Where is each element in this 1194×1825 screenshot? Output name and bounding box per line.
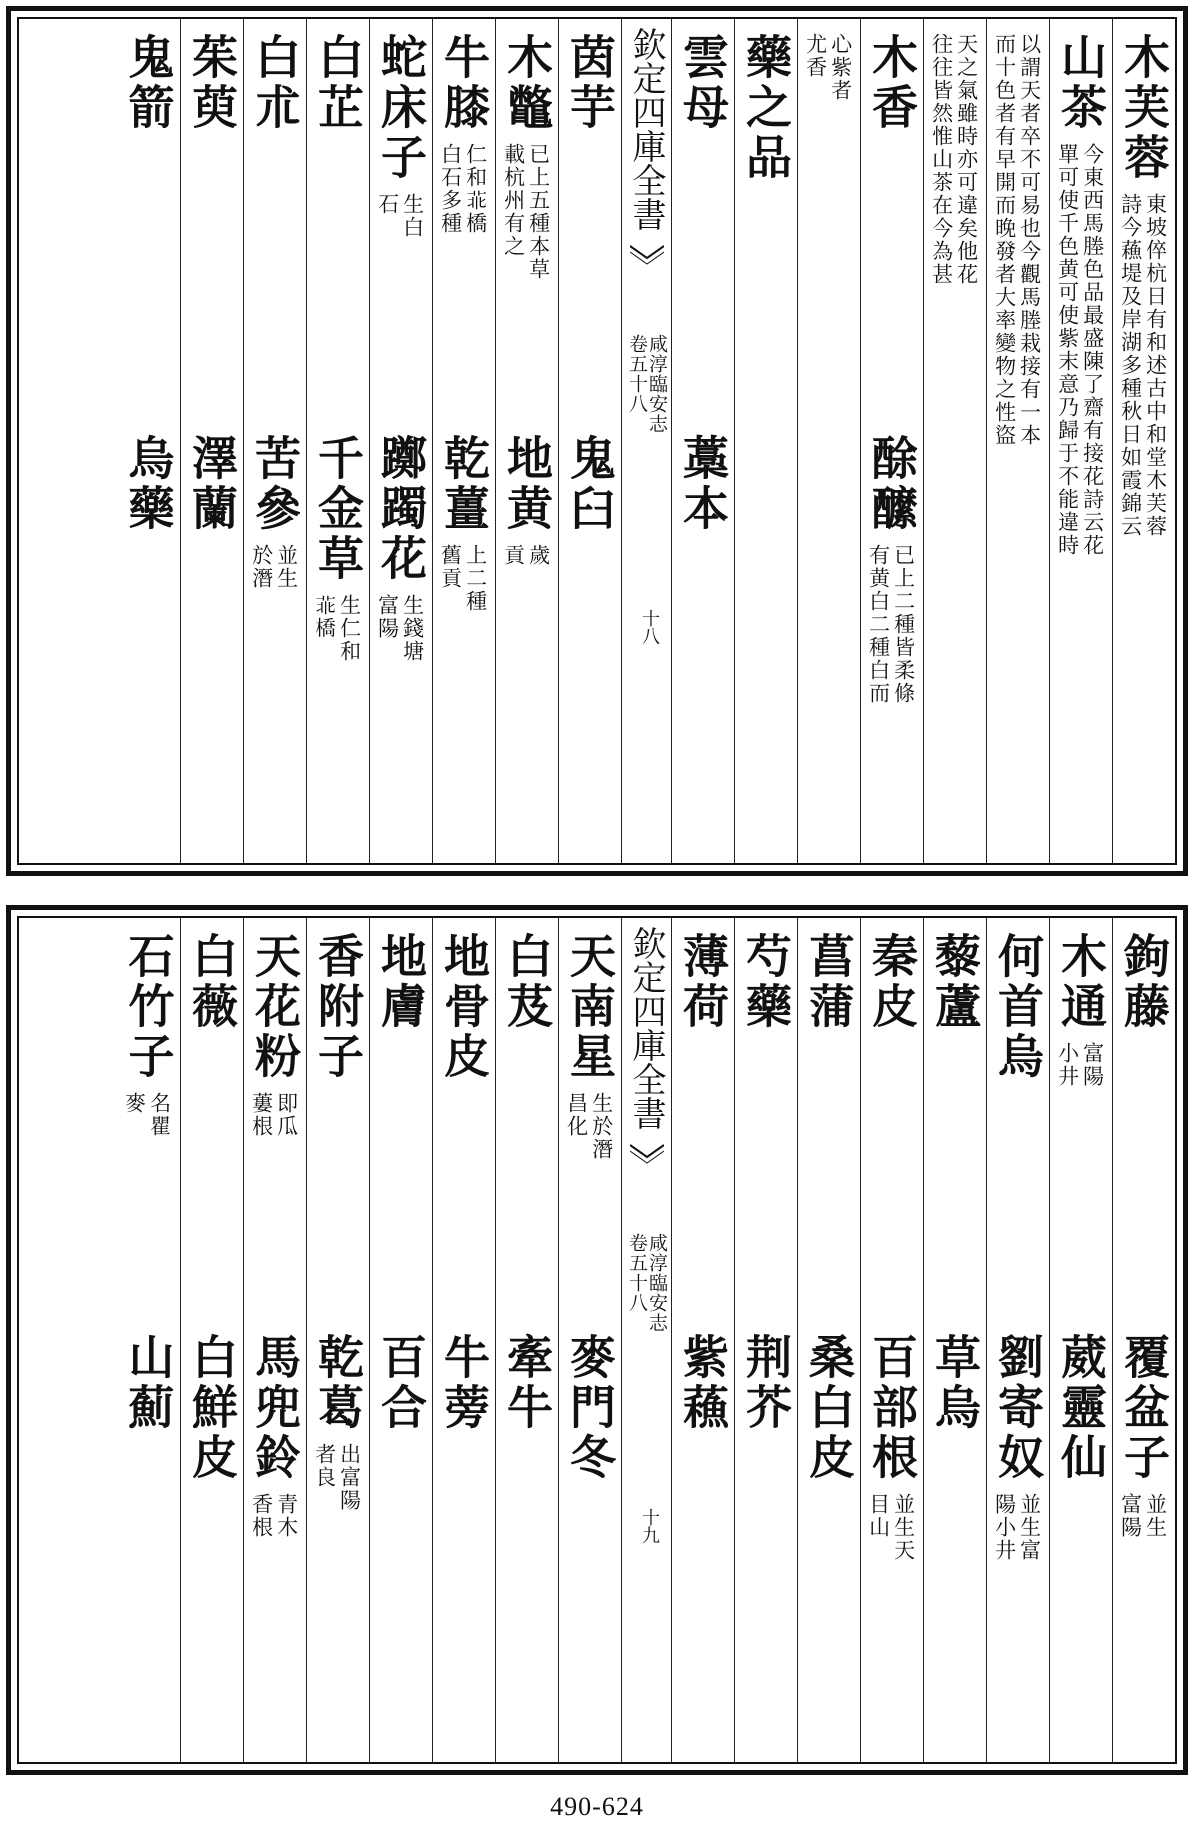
entry-main: 牛膝 bbox=[437, 33, 491, 133]
entry-main: 木通 bbox=[1054, 932, 1108, 1032]
entry-note: 昌化 bbox=[564, 1092, 589, 1138]
entry-note: 青木 bbox=[274, 1493, 299, 1539]
text-column bbox=[734, 19, 797, 863]
entry-note: 麥 bbox=[122, 1092, 147, 1115]
page-number: 490-624 bbox=[550, 1792, 644, 1821]
entry-note: 歲 bbox=[526, 544, 551, 567]
entry-note: 載杭州有之 bbox=[501, 143, 526, 258]
text-column bbox=[432, 19, 495, 863]
entry-main: 山薊 bbox=[121, 1333, 176, 1433]
entry-main: 白薇 bbox=[185, 932, 239, 1032]
entry-main: 木芙蓉 bbox=[1117, 33, 1171, 183]
entry-main: 鬼臼 bbox=[563, 434, 617, 534]
entry-main: 葳靈仙 bbox=[1054, 1333, 1108, 1483]
entry-note: 名瞿 bbox=[147, 1092, 172, 1138]
entry-note: 單可使千色黄可使紫末意乃歸于不能違時 bbox=[1055, 143, 1080, 557]
entry-main: 石竹子 bbox=[121, 932, 176, 1082]
text-column bbox=[923, 19, 986, 863]
entry-main: 牽牛 bbox=[500, 1333, 554, 1433]
text-column bbox=[117, 19, 180, 863]
entry-note: 並生 bbox=[274, 544, 299, 590]
entry-main: 鬼箭 bbox=[121, 33, 176, 133]
entry-note: 有黄白二種白而 bbox=[866, 544, 891, 705]
entry-note: 生於潛 bbox=[589, 1092, 614, 1161]
entry-main: 地骨皮 bbox=[437, 932, 491, 1082]
text-column bbox=[1112, 918, 1175, 1762]
entry-main: 乾薑 bbox=[437, 434, 491, 534]
fishtail-mark bbox=[630, 244, 663, 268]
entry-note: 今東西馬塍色品最盛陳了齋有接花詩云花 bbox=[1080, 143, 1105, 557]
text-column bbox=[180, 19, 243, 863]
folio-volume: 卷五十八 bbox=[626, 1233, 648, 1313]
entry-main: 木香 bbox=[865, 33, 919, 133]
entry-main: 牛蒡 bbox=[437, 1333, 491, 1433]
entry-main: 菖蒲 bbox=[802, 932, 856, 1032]
entry-note: 已上五種本草 bbox=[526, 143, 551, 281]
folio-volume: 卷五十八 bbox=[626, 334, 648, 414]
entry-note: 天之氣雖時亦可違矣他花 bbox=[954, 33, 979, 286]
leaf-number: 十八 bbox=[639, 609, 660, 645]
entry-main: 芍藥 bbox=[739, 932, 793, 1032]
entry-note: 富陽 bbox=[1080, 1042, 1105, 1088]
page-upper bbox=[6, 6, 1188, 876]
book-title: 欽定四庫全書 bbox=[626, 27, 666, 231]
entry-main: 荆芥 bbox=[739, 1333, 793, 1433]
entry-note: 出富陽 bbox=[337, 1443, 362, 1512]
center-column bbox=[621, 918, 671, 1762]
entry-main: 香附子 bbox=[311, 932, 365, 1082]
entry-note: 並生天 bbox=[891, 1493, 916, 1562]
text-column bbox=[243, 918, 306, 1762]
entry-main: 草烏 bbox=[928, 1333, 982, 1433]
entry-main: 鉤藤 bbox=[1117, 932, 1171, 1032]
entry-main: 山茶 bbox=[1054, 33, 1108, 133]
entry-main: 白芨 bbox=[500, 932, 554, 1032]
text-column bbox=[923, 918, 986, 1762]
page-lower bbox=[6, 905, 1188, 1775]
entry-note: 詩今蘓堤及岸湖多種秋日如霞錦云 bbox=[1118, 193, 1143, 538]
entry-note: 蔞根 bbox=[249, 1092, 274, 1138]
entry-note: 陽小井 bbox=[992, 1493, 1017, 1562]
entry-note: 上二種 bbox=[463, 544, 488, 613]
text-column bbox=[671, 19, 734, 863]
entry-main: 乾葛 bbox=[311, 1333, 365, 1433]
entry-note: 生錢塘 bbox=[400, 594, 425, 663]
columns-lower bbox=[19, 918, 1175, 1762]
entry-main: 躑躅花 bbox=[374, 434, 428, 584]
text-column bbox=[797, 19, 860, 863]
text-column bbox=[1112, 19, 1175, 863]
entry-note: 石 bbox=[375, 193, 400, 216]
entry-note: 舊貢 bbox=[438, 544, 463, 590]
text-column bbox=[734, 918, 797, 1762]
entry-main: 千金草 bbox=[311, 434, 365, 584]
entry-main: 天南星 bbox=[563, 932, 617, 1082]
text-column bbox=[860, 918, 923, 1762]
entry-main: 白鮮皮 bbox=[185, 1333, 239, 1483]
entry-note: 小井 bbox=[1055, 1042, 1080, 1088]
entry-main: 茵芋 bbox=[563, 33, 617, 133]
entry-main: 白芷 bbox=[311, 33, 365, 133]
entry-main: 苦參 bbox=[248, 434, 302, 534]
entry-main: 覆盆子 bbox=[1117, 1333, 1171, 1483]
entry-note: 往往皆然惟山茶在今為甚 bbox=[929, 33, 954, 286]
center-column bbox=[621, 19, 671, 863]
entry-note: 尤香 bbox=[803, 33, 828, 79]
entry-main: 烏藥 bbox=[121, 434, 176, 534]
entry-note: 並生富 bbox=[1017, 1493, 1042, 1562]
text-column bbox=[180, 918, 243, 1762]
entry-note: 生仁和 bbox=[337, 594, 362, 663]
entry-note: 即瓜 bbox=[274, 1092, 299, 1138]
text-column bbox=[860, 19, 923, 863]
text-column bbox=[558, 19, 621, 863]
entry-note: 目山 bbox=[866, 1493, 891, 1539]
entry-note: 心紫者 bbox=[828, 33, 853, 102]
entry-main: 藁本 bbox=[676, 434, 730, 534]
entry-note: 富陽 bbox=[375, 594, 400, 640]
entry-note: 貢 bbox=[501, 544, 526, 567]
entry-main: 紫蘓 bbox=[676, 1333, 730, 1433]
entry-note: 並生 bbox=[1143, 1493, 1168, 1539]
entry-note: 以謂天者卒不可易也今觀馬塍栽接有一本 bbox=[1017, 33, 1042, 447]
entry-main: 天花粉 bbox=[248, 932, 302, 1082]
entry-note: 白石多種 bbox=[438, 143, 463, 235]
entry-main: 藜蘆 bbox=[928, 932, 982, 1032]
entry-main: 劉寄奴 bbox=[991, 1333, 1045, 1483]
entry-main: 木鼈 bbox=[500, 33, 554, 133]
entry-note: 者良 bbox=[312, 1443, 337, 1489]
fishtail-mark bbox=[630, 1143, 663, 1167]
text-column bbox=[986, 918, 1049, 1762]
folio-title: 咸淳臨安志 bbox=[646, 334, 668, 434]
entry-note: 於潛 bbox=[249, 544, 274, 590]
entry-note: 富陽 bbox=[1118, 1493, 1143, 1539]
entry-main: 馬兜鈴 bbox=[248, 1333, 302, 1483]
entry-note: 而十色者有早開而晚發者大率變物之性盜 bbox=[992, 33, 1017, 447]
entry-main: 麥門冬 bbox=[563, 1333, 617, 1483]
text-column bbox=[671, 918, 734, 1762]
page-frame bbox=[17, 916, 1177, 1764]
entry-main: 何首烏 bbox=[991, 932, 1045, 1082]
entry-main: 澤蘭 bbox=[185, 434, 239, 534]
entry-main: 藥之品 bbox=[739, 33, 793, 183]
entry-note: 東坡倅杭日有和述古中和堂木芙蓉 bbox=[1143, 193, 1168, 538]
entry-main: 百合 bbox=[374, 1333, 428, 1433]
text-column bbox=[369, 19, 432, 863]
text-column bbox=[495, 19, 558, 863]
entry-main: 地黄 bbox=[500, 434, 554, 534]
text-column bbox=[369, 918, 432, 1762]
entry-main: 地膚 bbox=[374, 932, 428, 1032]
page-frame bbox=[17, 17, 1177, 865]
leaf-number: 十九 bbox=[639, 1508, 660, 1544]
text-column bbox=[797, 918, 860, 1762]
entry-main: 酴醿 bbox=[865, 434, 919, 534]
folio-title: 咸淳臨安志 bbox=[646, 1233, 668, 1333]
entry-main: 桑白皮 bbox=[802, 1333, 856, 1483]
entry-note: 生白 bbox=[400, 193, 425, 239]
book-title: 欽定四庫全書 bbox=[626, 926, 666, 1130]
entry-main: 蛇床子 bbox=[374, 33, 428, 183]
entry-main: 茱萸 bbox=[185, 33, 239, 133]
text-column bbox=[495, 918, 558, 1762]
entry-main: 薄荷 bbox=[676, 932, 730, 1032]
entry-note: 香根 bbox=[249, 1493, 274, 1539]
entry-note: 𦮃橋 bbox=[312, 594, 337, 640]
entry-note: 仁和𦮃橋 bbox=[463, 143, 488, 235]
columns-upper bbox=[19, 19, 1175, 863]
entry-main: 百部根 bbox=[865, 1333, 919, 1483]
entry-main: 雲母 bbox=[676, 33, 730, 133]
text-column bbox=[1049, 19, 1112, 863]
text-column bbox=[117, 918, 180, 1762]
text-column bbox=[432, 918, 495, 1762]
entry-main: 白朮 bbox=[248, 33, 302, 133]
text-column bbox=[986, 19, 1049, 863]
text-column bbox=[1049, 918, 1112, 1762]
entry-main: 秦皮 bbox=[865, 932, 919, 1032]
text-column bbox=[243, 19, 306, 863]
entry-note: 已上二種皆柔條 bbox=[891, 544, 916, 705]
text-column bbox=[306, 19, 369, 863]
text-column bbox=[306, 918, 369, 1762]
text-column bbox=[558, 918, 621, 1762]
